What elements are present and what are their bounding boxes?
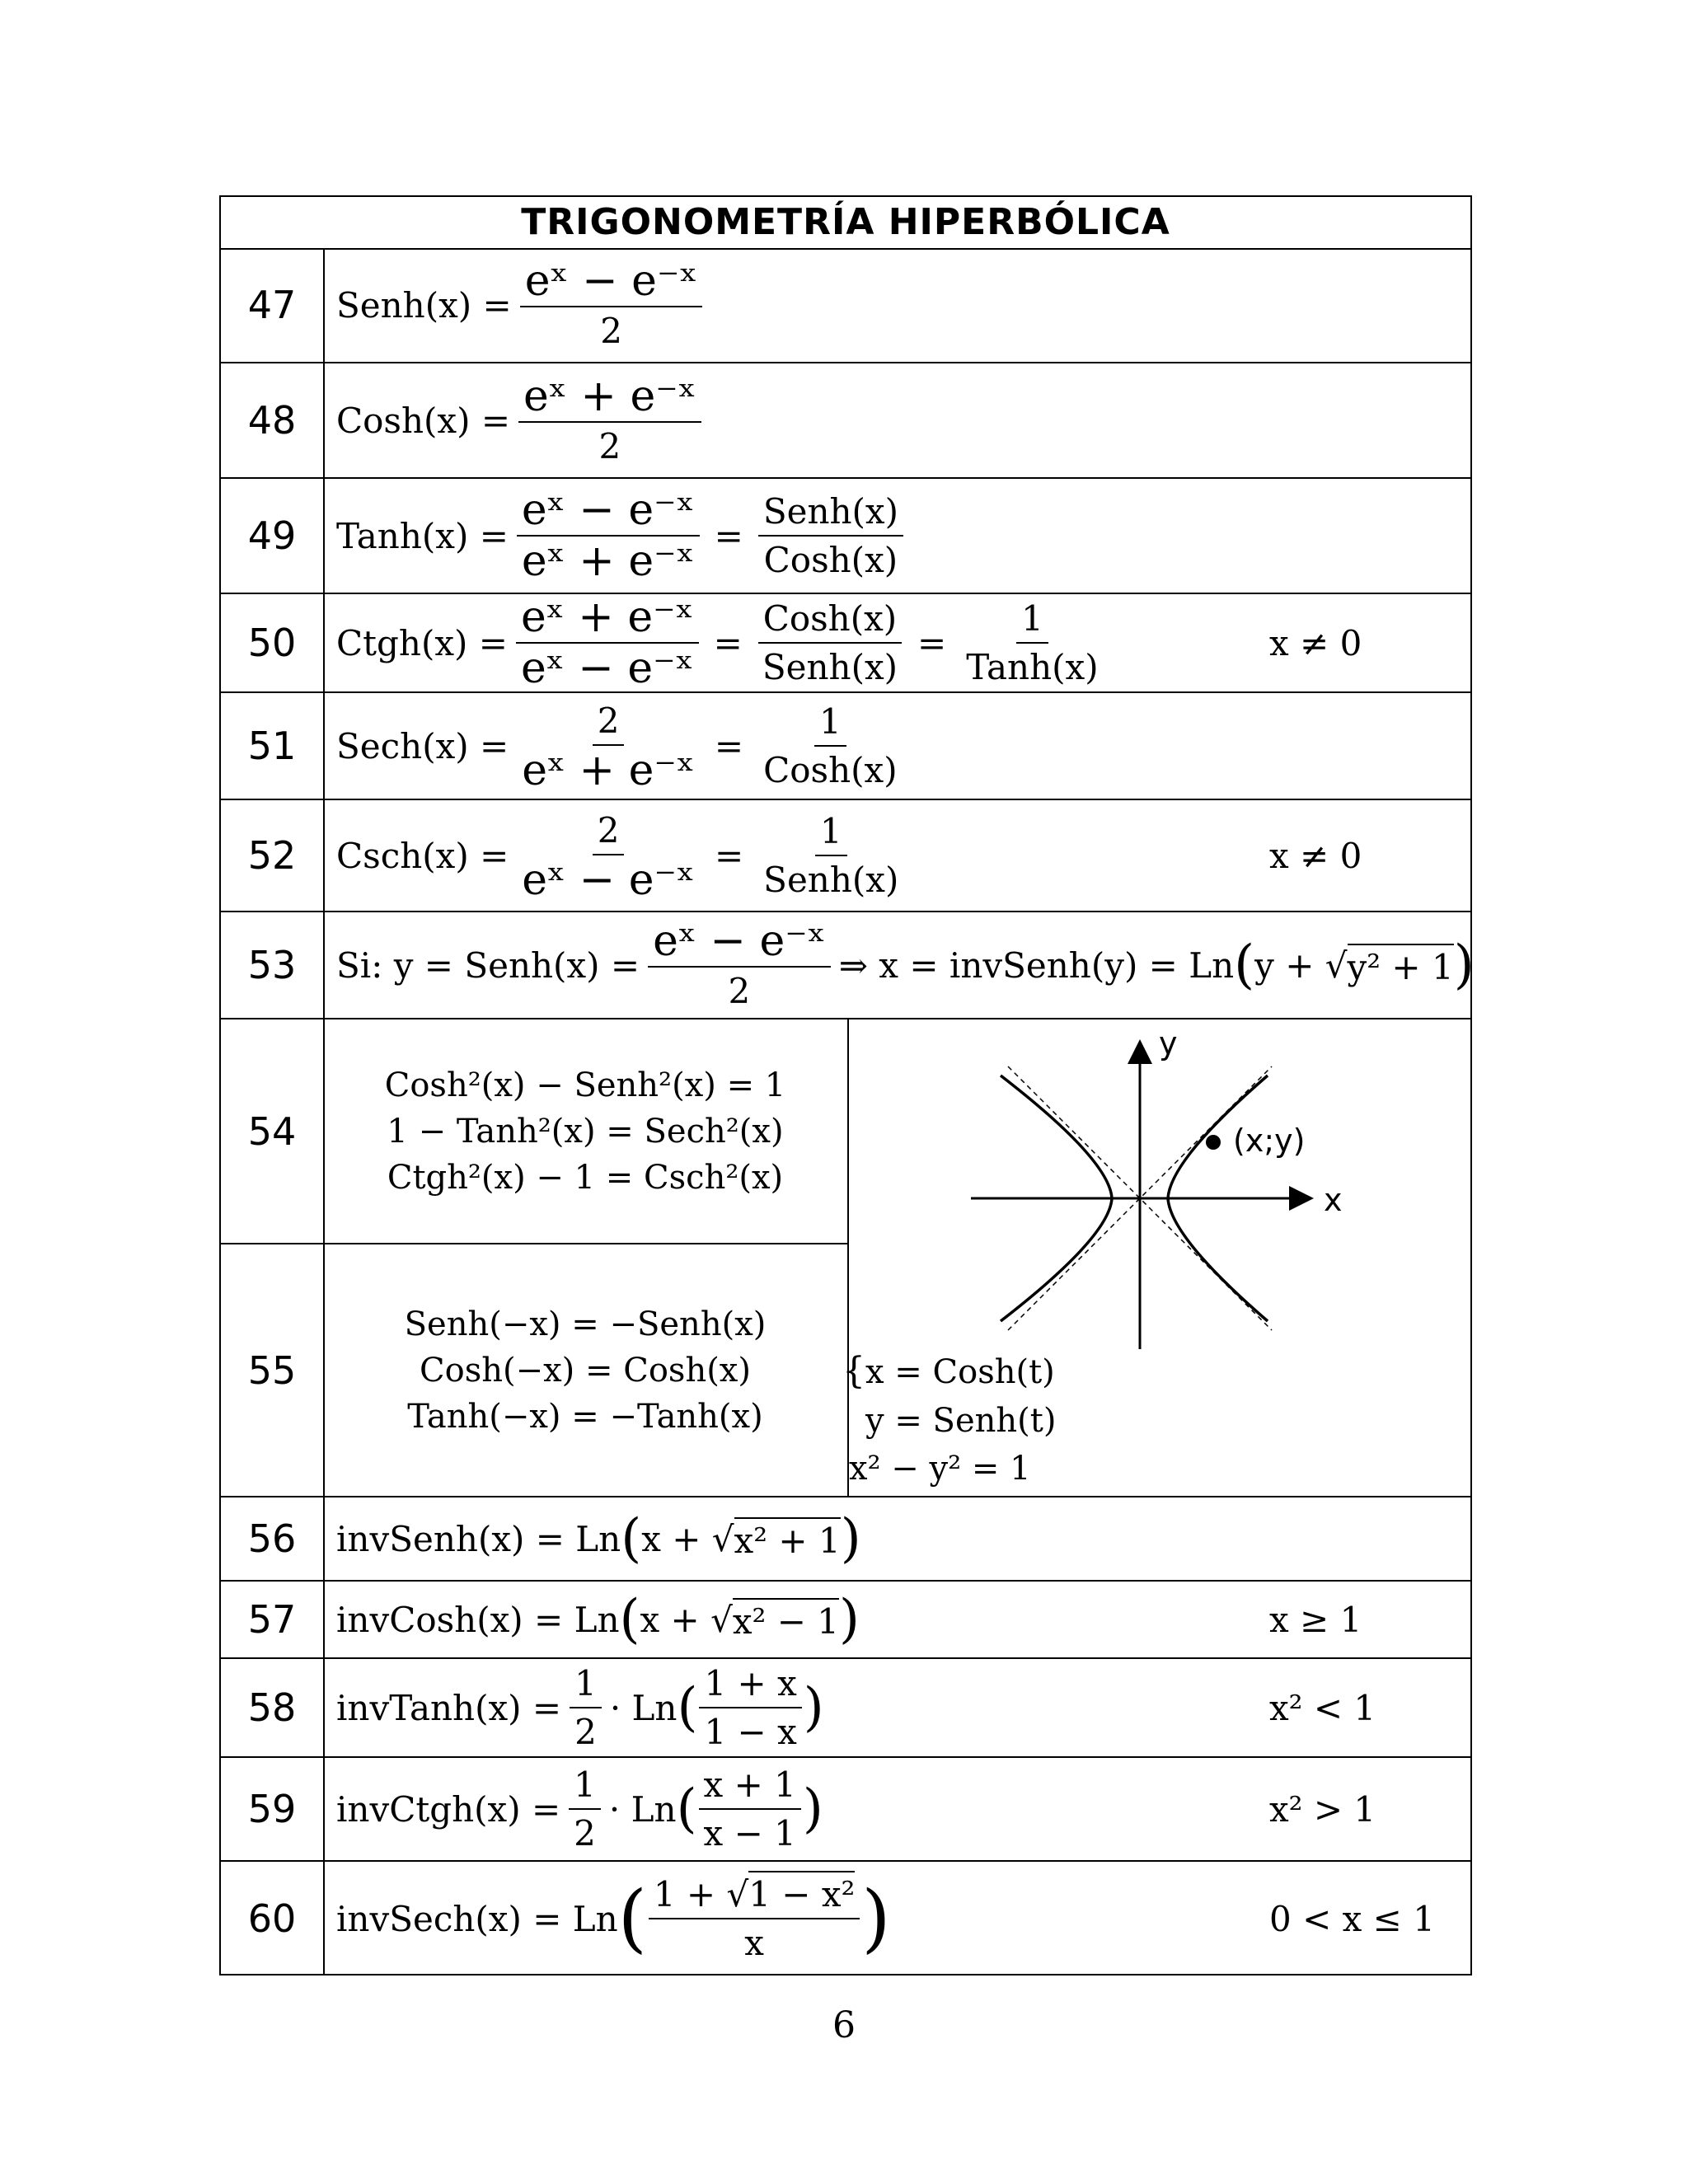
- formula: [336, 912, 1475, 1018]
- fraction-denominator: Cosh(x): [763, 540, 898, 580]
- fraction-numerator: eˣ − e⁻ˣ: [517, 489, 700, 537]
- brace-spacer: [842, 1399, 865, 1441]
- fraction-numerator: 1 + x: [699, 1663, 801, 1708]
- formula-rhs: ⇒ x = invSenh(y) = Ln: [838, 944, 1235, 986]
- fraction-numerator: 1: [814, 701, 846, 747]
- table-row: [221, 363, 1470, 479]
- x-axis-label: x: [1324, 1182, 1343, 1218]
- identity-line: Cosh(−x) = Cosh(x): [420, 1351, 751, 1390]
- ln-argument: x + √: [641, 1518, 734, 1559]
- formula: [336, 363, 710, 477]
- table-row: [221, 1582, 1470, 1659]
- formula-lhs: Csch(x) =: [336, 835, 509, 876]
- fraction: [570, 1663, 602, 1752]
- ln-argument: y + √: [1254, 944, 1348, 986]
- fraction-numerator: Senh(x): [758, 491, 903, 537]
- condition: 0 < x ≤ 1: [1269, 1898, 1435, 1939]
- radicand: x² − 1: [733, 1598, 839, 1642]
- formula-number: 47: [221, 248, 325, 362]
- fraction-numerator: eˣ + e⁻ˣ: [516, 596, 699, 644]
- formula: [336, 1582, 860, 1657]
- table-row: [221, 1497, 1470, 1582]
- table-row: [221, 479, 1470, 594]
- point-label: (x;y): [1233, 1122, 1306, 1159]
- hyperbola-identity: x² − y² = 1: [849, 1450, 1031, 1488]
- fraction: [517, 809, 700, 905]
- formula-lhs: Si: y = Senh(x) =: [336, 944, 640, 986]
- formula-number: 60: [221, 1862, 325, 1975]
- formula: [336, 479, 912, 593]
- fraction: [757, 598, 903, 687]
- formula-table: [219, 195, 1475, 1975]
- fraction-denominator: x: [744, 1923, 764, 1963]
- y-axis-label: y: [1159, 1025, 1178, 1062]
- fraction: [517, 485, 700, 586]
- fraction-numerator: 1: [815, 811, 847, 856]
- table-row: [221, 1659, 1470, 1758]
- formula-number: 57: [221, 1582, 325, 1657]
- formula-lhs: invCosh(x) = Ln: [336, 1599, 620, 1640]
- fraction-denominator: x − 1: [703, 1813, 796, 1854]
- condition: x² < 1: [1269, 1687, 1376, 1728]
- right-paren: ): [838, 1589, 860, 1650]
- parity-identities: [323, 1244, 847, 1496]
- formula-number: 54: [221, 1019, 325, 1244]
- identity-line: Cosh²(x) − Senh²(x) = 1: [384, 1066, 786, 1104]
- identities-column: [323, 1019, 849, 1496]
- formula-lhs: Senh(x) =: [336, 284, 512, 326]
- fraction: [569, 1765, 601, 1854]
- table-title: TRIGONOMETRÍA HIPERBÓLICA: [221, 197, 1470, 250]
- fraction-numerator: eˣ − e⁻ˣ: [520, 260, 703, 307]
- condition: x ≥ 1: [1269, 1599, 1362, 1640]
- identity-line: Ctgh²(x) − 1 = Csch²(x): [387, 1158, 784, 1197]
- fraction-denominator: 2: [574, 1712, 597, 1752]
- formula-number: 55: [221, 1244, 325, 1496]
- fraction: [699, 1663, 801, 1752]
- fraction: [516, 593, 699, 693]
- identity-line: 1 − Tanh²(x) = Sech²(x): [387, 1112, 784, 1151]
- fraction-denominator: 2: [598, 425, 621, 466]
- formula: [336, 1497, 861, 1580]
- condition: x² > 1: [1269, 1788, 1376, 1830]
- ln-operator: · Ln: [609, 1687, 678, 1728]
- fraction: [961, 598, 1103, 687]
- formula: [336, 248, 710, 362]
- formula: [336, 594, 1112, 691]
- table-row: [221, 693, 1470, 800]
- formula-number: 48: [221, 363, 325, 477]
- right-paren: ): [1453, 935, 1475, 996]
- fraction-denominator: Tanh(x): [966, 647, 1099, 687]
- fraction-numerator: 2: [593, 810, 625, 855]
- numerator-prefix: 1 + √: [653, 1874, 749, 1915]
- fraction-numerator: x + 1: [699, 1765, 801, 1810]
- identity-line: Tanh(−x) = −Tanh(x): [407, 1397, 763, 1436]
- fraction-denominator: eˣ − e⁻ˣ: [520, 644, 694, 693]
- formula-lhs: Cosh(x) =: [336, 400, 511, 441]
- fraction-denominator: eˣ − e⁻ˣ: [522, 855, 695, 905]
- fraction: [758, 701, 902, 790]
- fraction-denominator: 2: [574, 1813, 596, 1854]
- left-paren: (: [676, 1779, 697, 1840]
- ln-argument: x + √: [640, 1599, 733, 1640]
- left-paren: (: [619, 1589, 640, 1650]
- fraction-denominator: 2: [600, 310, 622, 351]
- left-paren: (: [621, 1508, 642, 1569]
- parametric-equations: [842, 1347, 1056, 1493]
- fraction-denominator: 2: [728, 970, 751, 1011]
- fraction-numerator: eˣ − e⁻ˣ: [648, 920, 831, 968]
- formula-number: 56: [221, 1497, 325, 1580]
- fraction: [699, 1765, 801, 1854]
- formula: [336, 693, 911, 799]
- fraction: [518, 371, 701, 466]
- formula-lhs: Tanh(x) =: [336, 515, 509, 556]
- equals-sign: =: [714, 835, 744, 876]
- equals-sign: =: [714, 725, 744, 766]
- condition: x ≠ 0: [1269, 622, 1362, 663]
- fraction: [649, 1874, 860, 1963]
- fraction-numerator: 1: [1016, 598, 1048, 644]
- fraction-denominator: 1 − x: [704, 1712, 797, 1752]
- fraction-denominator: eˣ + e⁻ˣ: [522, 745, 695, 795]
- formula: [336, 1758, 823, 1860]
- formula-number: 49: [221, 479, 325, 593]
- right-paren: ): [803, 1677, 824, 1738]
- page-number: 6: [832, 2004, 856, 2046]
- formula-lhs: Ctgh(x) =: [336, 622, 508, 663]
- fraction-denominator: Senh(x): [763, 860, 899, 900]
- formula-lhs: invTanh(x) =: [336, 1687, 562, 1728]
- formula-lhs: invCtgh(x) =: [336, 1788, 561, 1830]
- radicand: y² + 1: [1348, 944, 1454, 987]
- param-x: x = Cosh(t): [865, 1353, 1055, 1391]
- fraction: [758, 811, 903, 900]
- condition: x ≠ 0: [1269, 835, 1362, 876]
- formula-lhs: invSech(x) = Ln: [336, 1898, 618, 1939]
- fraction-numerator: [649, 1874, 860, 1919]
- fraction-numerator: Cosh(x): [758, 598, 902, 644]
- left-paren: (: [617, 1875, 647, 1961]
- fraction-denominator: eˣ + e⁻ˣ: [521, 537, 695, 586]
- table-row: [221, 912, 1475, 1019]
- formula-number: 58: [221, 1659, 325, 1756]
- formula-number: 50: [221, 594, 325, 691]
- formula-lhs: Sech(x) =: [336, 725, 509, 766]
- table-row: [221, 1862, 1470, 1975]
- table-row: [221, 800, 1470, 912]
- formula-number: 52: [221, 800, 325, 911]
- formula-number: 51: [221, 693, 325, 799]
- param-x-line: [842, 1347, 1056, 1396]
- param-y-line: [842, 1396, 1056, 1445]
- fraction-numerator: 1: [570, 1663, 602, 1708]
- equals-sign: =: [714, 515, 743, 556]
- fraction: [648, 916, 831, 1011]
- fraction: [517, 700, 700, 795]
- identity-line: Senh(−x) = −Senh(x): [404, 1305, 767, 1343]
- right-paren: ): [840, 1508, 861, 1569]
- fraction: [520, 255, 703, 351]
- formula-number: 53: [221, 912, 325, 1018]
- equals-sign: =: [713, 622, 743, 663]
- equals-sign: =: [917, 622, 947, 663]
- pythagorean-identities: [323, 1019, 847, 1244]
- point-marker: [1206, 1135, 1221, 1150]
- table-row: [221, 248, 1470, 363]
- formula: [336, 1659, 824, 1756]
- formula: [336, 1862, 890, 1975]
- left-paren: (: [1234, 935, 1255, 996]
- fraction-denominator: Cosh(x): [763, 750, 898, 790]
- formula-number: 59: [221, 1758, 325, 1860]
- radicand: 1 − x²: [748, 1871, 855, 1915]
- right-paren: ): [802, 1779, 823, 1840]
- fraction-numerator: 1: [569, 1765, 601, 1810]
- fraction-numerator: eˣ + e⁻ˣ: [518, 375, 701, 423]
- fraction-numerator: 2: [593, 701, 625, 746]
- fraction-denominator: Senh(x): [762, 647, 898, 687]
- formula-lhs: invSenh(x) = Ln: [336, 1518, 621, 1559]
- formula: [336, 800, 912, 911]
- right-paren: ): [861, 1875, 891, 1961]
- param-y: y = Senh(t): [865, 1402, 1057, 1440]
- fraction: [758, 491, 903, 580]
- table-row: [221, 594, 1470, 693]
- brace-top: {: [842, 1350, 865, 1392]
- table-row: [221, 1758, 1470, 1862]
- left-paren: (: [677, 1677, 698, 1738]
- radicand: x² + 1: [734, 1517, 841, 1561]
- ln-operator: · Ln: [608, 1788, 677, 1830]
